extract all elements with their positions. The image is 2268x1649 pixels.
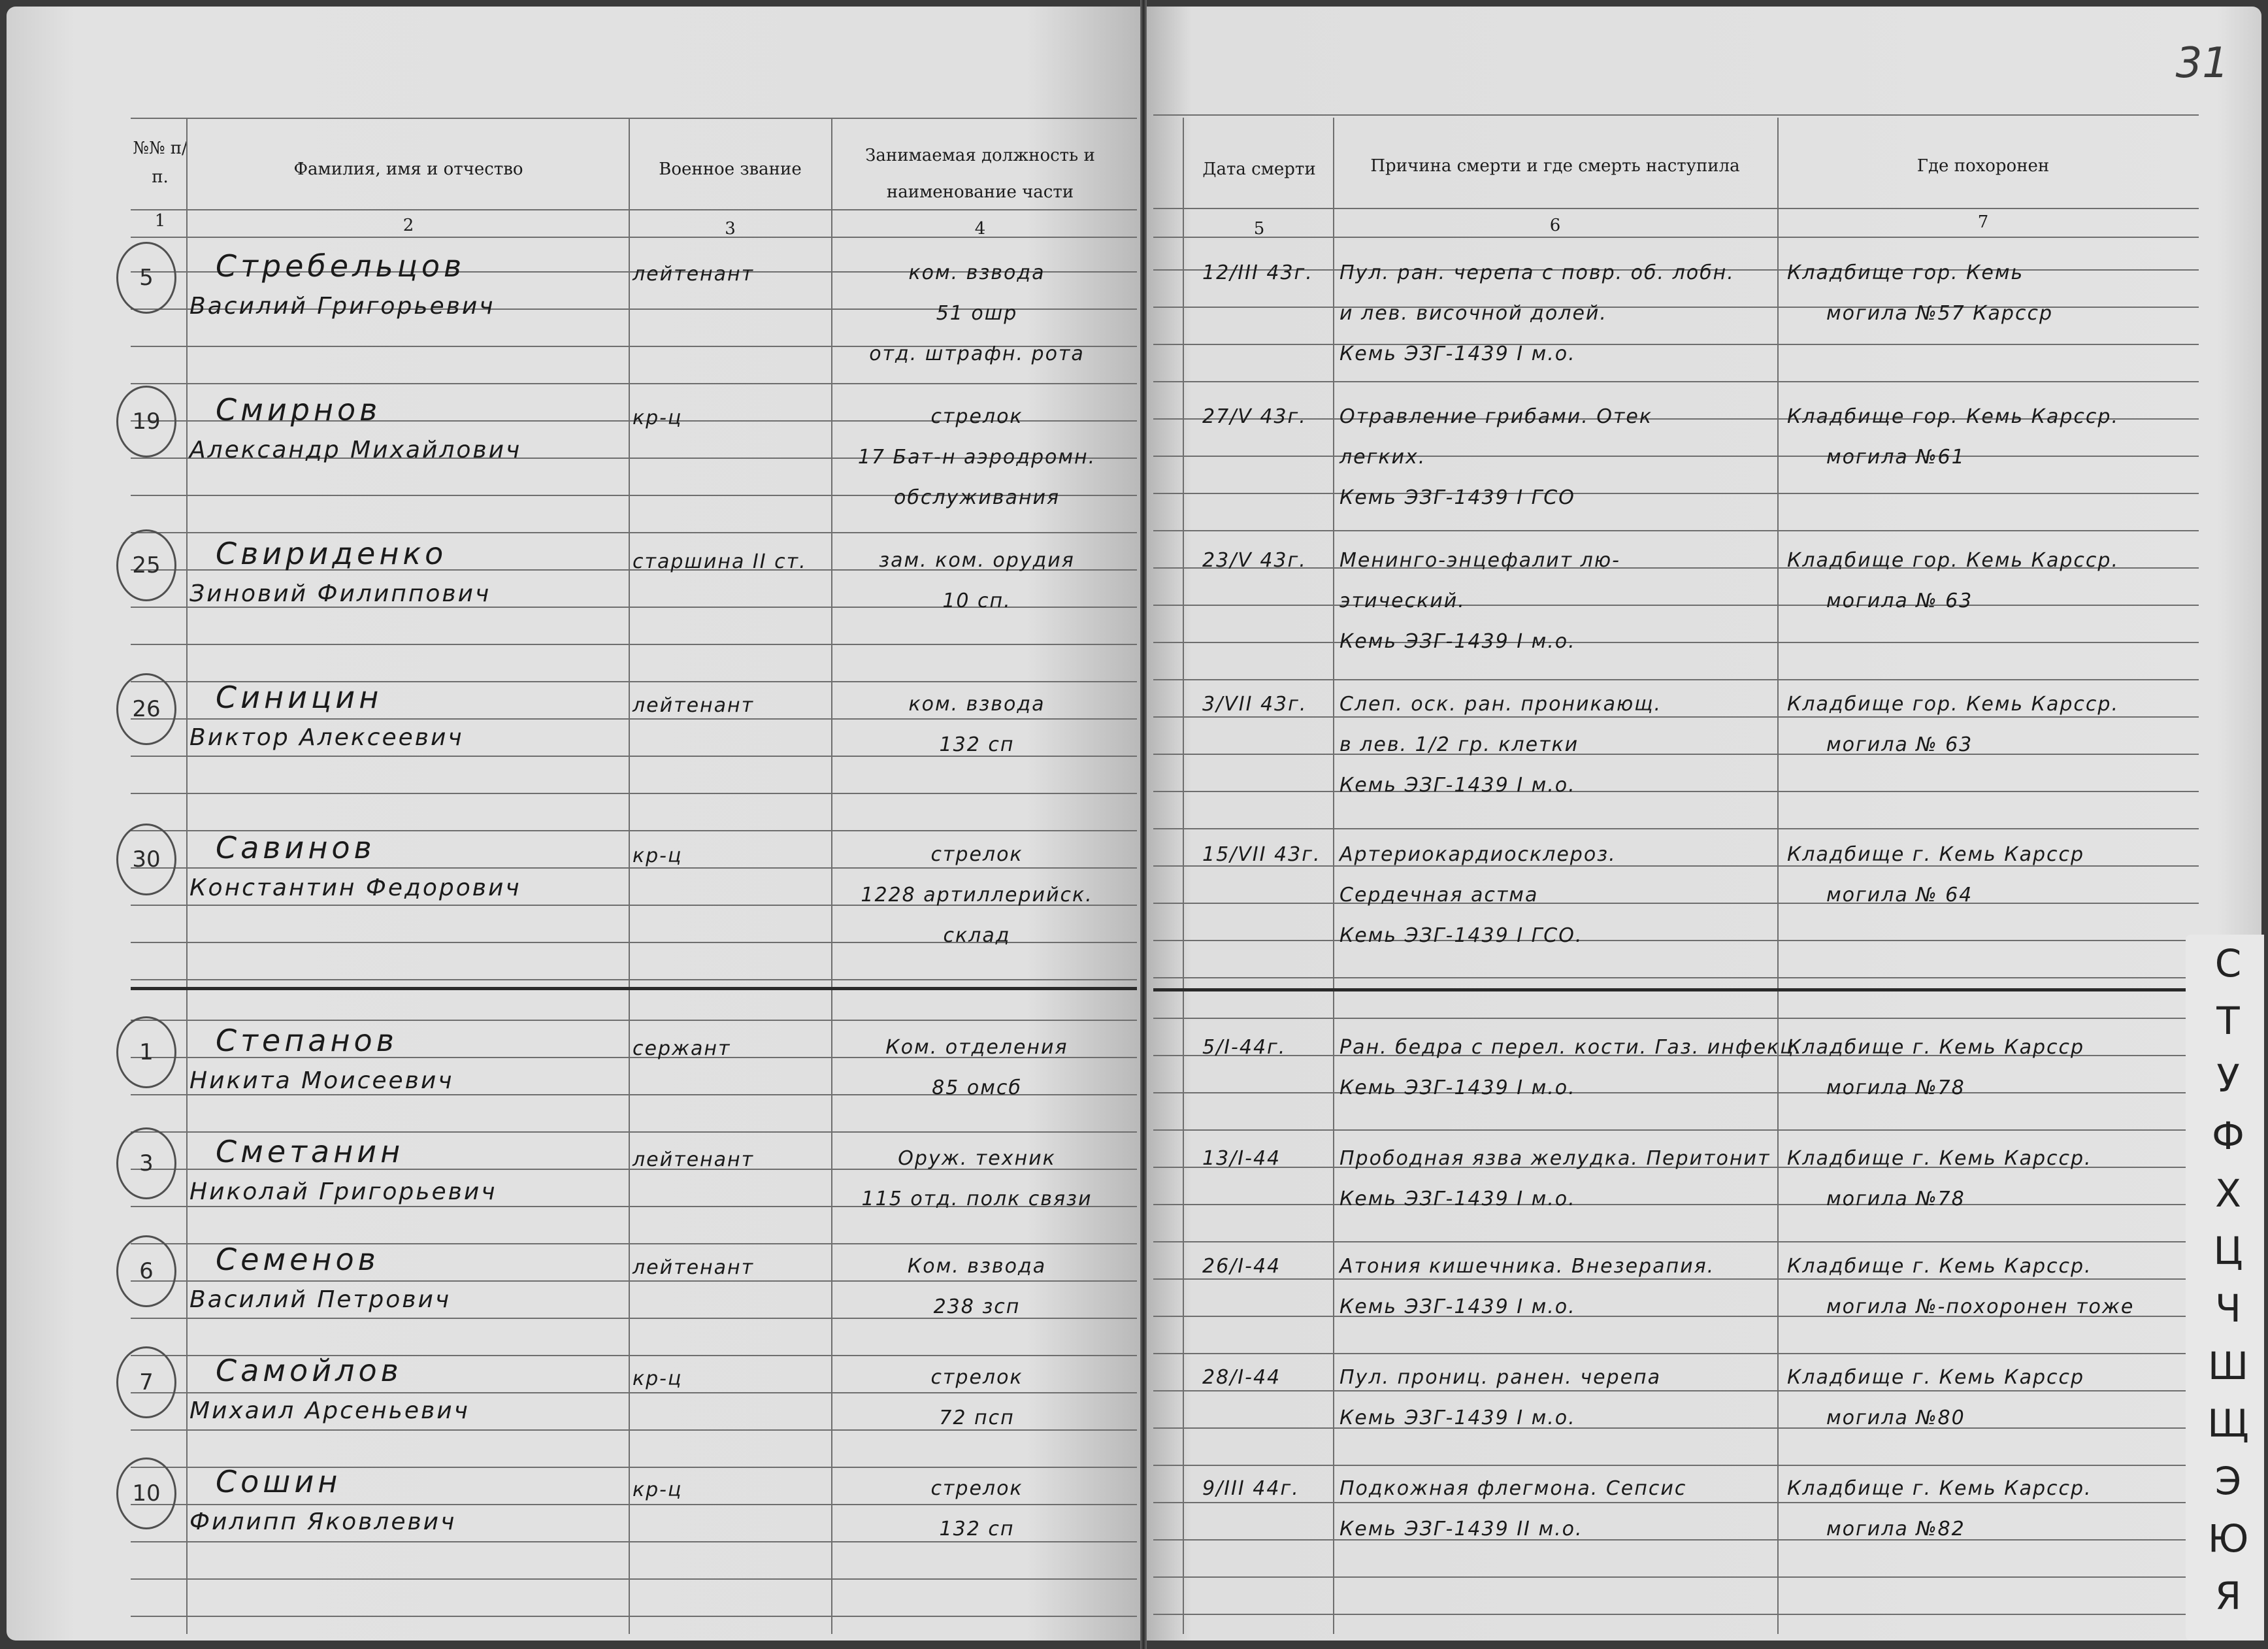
record-position-line: стрелок (930, 843, 1023, 866)
left-page (7, 7, 1140, 1641)
alphabet-index-letter: С (2214, 941, 2242, 986)
record-burial-line: Кладбище г. Кемь Карсср (1787, 1366, 2085, 1389)
record-position-line: 10 сп. (942, 590, 1011, 612)
ruled-line (131, 532, 1137, 533)
record-burial-line: Кладбище гор. Кемь Карсср. (1787, 405, 2119, 428)
record-death-date: 26/I-44 (1202, 1255, 1281, 1278)
column-divider (1333, 118, 1334, 1634)
record-burial-line: Кладбище г. Кемь Карсср. (1787, 1147, 2092, 1170)
record-given-names: Василий Григорьевич (189, 293, 495, 320)
record-rank: кр-ц (633, 407, 683, 429)
record-position-line: ком. взвода (908, 693, 1045, 716)
record-surname: Стребельцов (216, 248, 466, 284)
ruled-line (131, 1429, 1137, 1431)
alphabet-index-letter: Я (2214, 1574, 2242, 1618)
ruled-line (1153, 642, 2199, 643)
record-cause-line: Менинго-энцефалит лю- (1339, 549, 1620, 572)
header-cause-of-death: Причина смерти и где смерть наступила (1370, 156, 1740, 176)
record-number-circle: 26 (116, 673, 176, 745)
ruled-line (131, 118, 1137, 119)
record-burial-line: Кладбище г. Кемь Карсср. (1787, 1477, 2092, 1500)
column-number: 3 (725, 219, 736, 239)
record-number-circle: 6 (116, 1235, 176, 1307)
record-burial-line: могила № 64 (1826, 884, 1973, 907)
ruled-line (1153, 1129, 2199, 1131)
record-given-names: Зиновий Филиппович (189, 580, 491, 607)
header-military-rank: Военное звание (659, 159, 802, 179)
record-position-line: Ком. взвода (907, 1255, 1047, 1278)
ruled-line (1153, 977, 2199, 978)
record-rank: кр-ц (633, 844, 683, 867)
header-position-unit: Занимаемая должность и наименование части (865, 146, 1095, 202)
record-surname: Синицин (216, 680, 383, 715)
column-number: 1 (154, 211, 166, 231)
record-rank: старшина II ст. (633, 550, 807, 573)
alphabet-index-letter: Ф (2212, 1114, 2244, 1158)
record-surname: Сошин (216, 1464, 342, 1499)
record-given-names: Михаил Арсеньевич (189, 1397, 470, 1424)
record-position-line: 1228 артиллерийск. (861, 884, 1093, 907)
record-surname: Савинов (216, 830, 376, 865)
record-position-line: обслуживания (893, 486, 1060, 509)
ruled-line (131, 1616, 1137, 1617)
record-cause-line: и лев. височной долей. (1339, 302, 1607, 325)
ruled-line (131, 1504, 1137, 1505)
record-death-date: 9/III 44г. (1202, 1477, 1300, 1500)
ruled-line (1153, 1241, 2199, 1242)
alphabet-index-letter: Ч (2215, 1286, 2241, 1331)
ruled-line (131, 644, 1137, 645)
ruled-line (1153, 530, 2199, 531)
record-position-line: 132 сп (939, 733, 1015, 756)
record-cause-line: Пул. ран. черепа с повр. об. лобн. (1339, 261, 1735, 284)
record-given-names: Николай Григорьевич (189, 1178, 497, 1205)
record-number-circle: 1 (116, 1016, 176, 1088)
record-position-line: Оруж. техник (898, 1147, 1056, 1170)
record-cause-line: Ран. бедра с перел. кости. Газ. инфекц. (1339, 1036, 1803, 1059)
alphabet-index-letter: У (2216, 1056, 2240, 1101)
ruled-line (1153, 1539, 2199, 1541)
record-cause-line: Кемь ЭЗГ-1439 I м.о. (1339, 1188, 1576, 1210)
record-cause-line: Кемь ЭЗГ-1439 I м.о. (1339, 1295, 1576, 1318)
record-cause-line: Слеп. оск. ран. проникающ. (1339, 693, 1662, 716)
record-given-names: Виктор Алексеевич (189, 724, 464, 751)
alphabet-index-letter: Т (2216, 999, 2240, 1043)
record-number-circle: 10 (116, 1457, 176, 1529)
ruled-line (1153, 237, 2199, 238)
record-surname: Степанов (216, 1023, 398, 1058)
ruled-line (1153, 1092, 2199, 1093)
record-surname: Смирнов (216, 392, 382, 427)
ruled-line (1153, 1614, 2199, 1615)
ruled-line (1153, 114, 2199, 116)
column-divider (1777, 118, 1779, 1634)
record-given-names: Никита Моисеевич (189, 1067, 454, 1094)
ruled-line (1153, 208, 2199, 209)
ruled-line (1153, 605, 2199, 606)
record-cause-line: Кемь ЭЗГ-1439 I м.о. (1339, 774, 1576, 797)
record-cause-line: Пул. прониц. ранен. черепа (1339, 1366, 1662, 1389)
record-burial-line: могила №80 (1826, 1407, 1965, 1429)
page-number: 31 (2175, 39, 2229, 88)
ruled-line (131, 383, 1137, 384)
ruled-line (131, 209, 1137, 210)
ruled-line (131, 793, 1137, 794)
record-position-line: зам. ком. орудия (879, 549, 1075, 572)
record-rank: сержант (633, 1037, 731, 1060)
record-burial-line: Кладбище гор. Кемь Карсср. (1787, 549, 2119, 572)
record-cause-line: Кемь ЭЗГ-1439 I ГСО. (1339, 924, 1583, 947)
record-number-circle: 30 (116, 824, 176, 895)
record-position-line: 17 Бат-н аэродромн. (857, 446, 1096, 469)
record-position-line: ком. взвода (908, 261, 1045, 284)
alphabet-index-letter: Э (2214, 1459, 2242, 1503)
ruled-line (1153, 344, 2199, 345)
record-burial-line: Кладбище г. Кемь Карсср (1787, 1036, 2085, 1059)
record-cause-line: Кемь ЭЗГ-1439 I ГСО (1339, 486, 1575, 509)
column-number: 5 (1253, 219, 1265, 239)
record-cause-line: Кемь ЭЗГ-1439 I м.о. (1339, 342, 1576, 365)
record-number-circle: 3 (116, 1127, 176, 1199)
ruled-line (1153, 679, 2199, 680)
record-death-date: 5/I-44г. (1202, 1036, 1287, 1059)
record-burial-line: Кладбище г. Кемь Карсср (1787, 843, 2085, 866)
record-cause-line: этический. (1339, 590, 1466, 612)
column-divider (1183, 118, 1184, 1634)
ruled-line (131, 1392, 1137, 1393)
ruled-line (1153, 493, 2199, 494)
record-death-date: 28/I-44 (1202, 1366, 1281, 1389)
ruled-line (1153, 456, 2199, 457)
record-number-circle: 5 (116, 242, 176, 314)
ruled-line (131, 718, 1137, 720)
record-burial-line: могила № 63 (1826, 590, 1973, 612)
ruled-line (131, 979, 1137, 980)
record-burial-line: могила №82 (1826, 1518, 1965, 1541)
ruled-line (1153, 1278, 2199, 1280)
ruled-line (1153, 754, 2199, 755)
record-position-line: 115 отд. полк связи (861, 1188, 1093, 1210)
record-position-line: Ком. отделения (885, 1036, 1068, 1059)
record-death-date: 12/III 43г. (1202, 261, 1313, 284)
ruled-line (1153, 940, 2199, 941)
ruled-line (1153, 1353, 2199, 1354)
record-burial-line: могила №78 (1826, 1188, 1965, 1210)
record-cause-line: Артериокардиосклероз. (1339, 843, 1617, 866)
record-position-line: стрелок (930, 1366, 1023, 1389)
ruled-line (1153, 1465, 2199, 1466)
record-surname: Свириденко (216, 536, 448, 571)
column-divider (629, 118, 630, 1634)
record-position-line: отд. штрафн. рота (869, 342, 1085, 365)
record-position-line: склад (943, 924, 1011, 947)
ruled-line (1153, 828, 2199, 829)
record-burial-line: могила № 63 (1826, 733, 1973, 756)
record-position-line: 238 зсп (933, 1295, 1021, 1318)
record-cause-line: Отравление грибами. Отек (1339, 405, 1652, 428)
record-position-line: 51 ошр (936, 302, 1018, 325)
record-burial-line: могила №78 (1826, 1076, 1965, 1099)
record-rank: кр-ц (633, 1478, 683, 1501)
ruled-line (131, 867, 1137, 869)
record-cause-line: Сердечная астма (1339, 884, 1539, 907)
record-burial-line: могила №-похоронен тоже (1826, 1295, 2135, 1318)
record-cause-line: Кемь ЭЗГ-1439 I м.о. (1339, 630, 1576, 653)
column-divider (831, 118, 832, 1634)
ruled-line (1153, 1502, 2199, 1503)
record-number-circle: 19 (116, 386, 176, 458)
alphabet-index-letter: Х (2215, 1171, 2241, 1216)
ruled-line (131, 1020, 1137, 1021)
record-given-names: Филипп Яковлевич (189, 1508, 457, 1535)
ruled-line (131, 987, 1137, 990)
header-burial-place: Где похоронен (1916, 156, 2050, 176)
record-death-date: 13/I-44 (1202, 1147, 1281, 1170)
header-row-number: №№ п/п. (133, 139, 188, 187)
record-cause-line: в лев. 1/2 гр. клетки (1339, 733, 1579, 756)
ruled-line (131, 1131, 1137, 1133)
record-death-date: 3/VII 43г. (1202, 693, 1307, 716)
record-cause-line: Кемь ЭЗГ-1439 I м.о. (1339, 1076, 1576, 1099)
record-position-line: стрелок (930, 405, 1023, 428)
record-cause-line: Прободная язва желудка. Перитонит (1339, 1147, 1771, 1170)
record-position-line: стрелок (930, 1477, 1023, 1500)
column-number: 4 (974, 219, 986, 239)
ruled-line (1153, 791, 2199, 792)
record-burial-line: Кладбище г. Кемь Карсср. (1787, 1255, 2092, 1278)
header-date-of-death: Дата смерти (1202, 159, 1316, 179)
record-burial-line: Кладбище гор. Кемь Карсср. (1787, 693, 2119, 716)
ruled-line (1153, 903, 2199, 904)
record-number-circle: 7 (116, 1346, 176, 1418)
record-given-names: Константин Федорович (189, 874, 521, 901)
column-number: 2 (403, 216, 414, 235)
record-burial-line: могила №57 Карсср (1826, 302, 2054, 325)
record-rank: кр-ц (633, 1367, 683, 1390)
record-cause-line: легких. (1339, 446, 1426, 469)
ruled-line (131, 237, 1137, 238)
ruled-line (131, 1541, 1137, 1542)
record-death-date: 27/V 43г. (1202, 405, 1307, 428)
record-position-line: 72 псп (939, 1407, 1015, 1429)
record-given-names: Александр Михайлович (189, 437, 522, 463)
record-rank: лейтенант (633, 263, 755, 286)
record-rank: лейтенант (633, 1148, 755, 1171)
alphabet-index-letter: Ш (2207, 1344, 2249, 1388)
record-given-names: Василий Петрович (189, 1286, 452, 1313)
record-surname: Сметанин (216, 1134, 404, 1169)
ruled-line (1153, 988, 2199, 991)
ruled-line (1153, 716, 2199, 718)
record-death-date: 23/V 43г. (1202, 549, 1307, 572)
record-position-line: 85 омсб (932, 1076, 1022, 1099)
record-position-line: 132 сп (939, 1518, 1015, 1541)
ruled-line (1153, 1390, 2199, 1391)
header-full-name: Фамилия, имя и отчество (293, 159, 523, 179)
ruled-line (1153, 381, 2199, 382)
book-gutter (1140, 0, 1147, 1649)
column-number: 6 (1549, 216, 1561, 235)
column-divider (186, 118, 188, 1634)
record-cause-line: Кемь ЭЗГ-1439 II м.о. (1339, 1518, 1583, 1541)
record-death-date: 15/VII 43г. (1202, 843, 1321, 866)
ruled-line (1153, 1204, 2199, 1205)
right-page (1147, 7, 2261, 1641)
record-burial-line: могила №61 (1826, 446, 1965, 469)
ruled-line (131, 1280, 1137, 1282)
record-cause-line: Атония кишечника. Внезерапия. (1339, 1255, 1715, 1278)
record-surname: Самойлов (216, 1353, 403, 1388)
record-burial-line: Кладбище гор. Кемь (1787, 261, 2024, 284)
record-number-circle: 25 (116, 529, 176, 601)
ruled-line (1153, 1018, 2199, 1019)
column-number: 7 (1977, 212, 1989, 232)
record-cause-line: Подкожная флегмона. Сепсис (1339, 1477, 1687, 1500)
ruled-line (131, 1578, 1137, 1580)
alphabet-index-letter: Ю (2207, 1516, 2249, 1561)
ruled-line (1153, 1427, 2199, 1429)
record-rank: лейтенант (633, 1256, 755, 1279)
alphabet-index-letter: Щ (2207, 1401, 2249, 1446)
record-surname: Семенов (216, 1242, 380, 1277)
record-cause-line: Кемь ЭЗГ-1439 I м.о. (1339, 1407, 1576, 1429)
record-rank: лейтенант (633, 694, 755, 717)
ruled-line (1153, 1576, 2199, 1578)
alphabet-index-letter: Ц (2213, 1229, 2243, 1273)
